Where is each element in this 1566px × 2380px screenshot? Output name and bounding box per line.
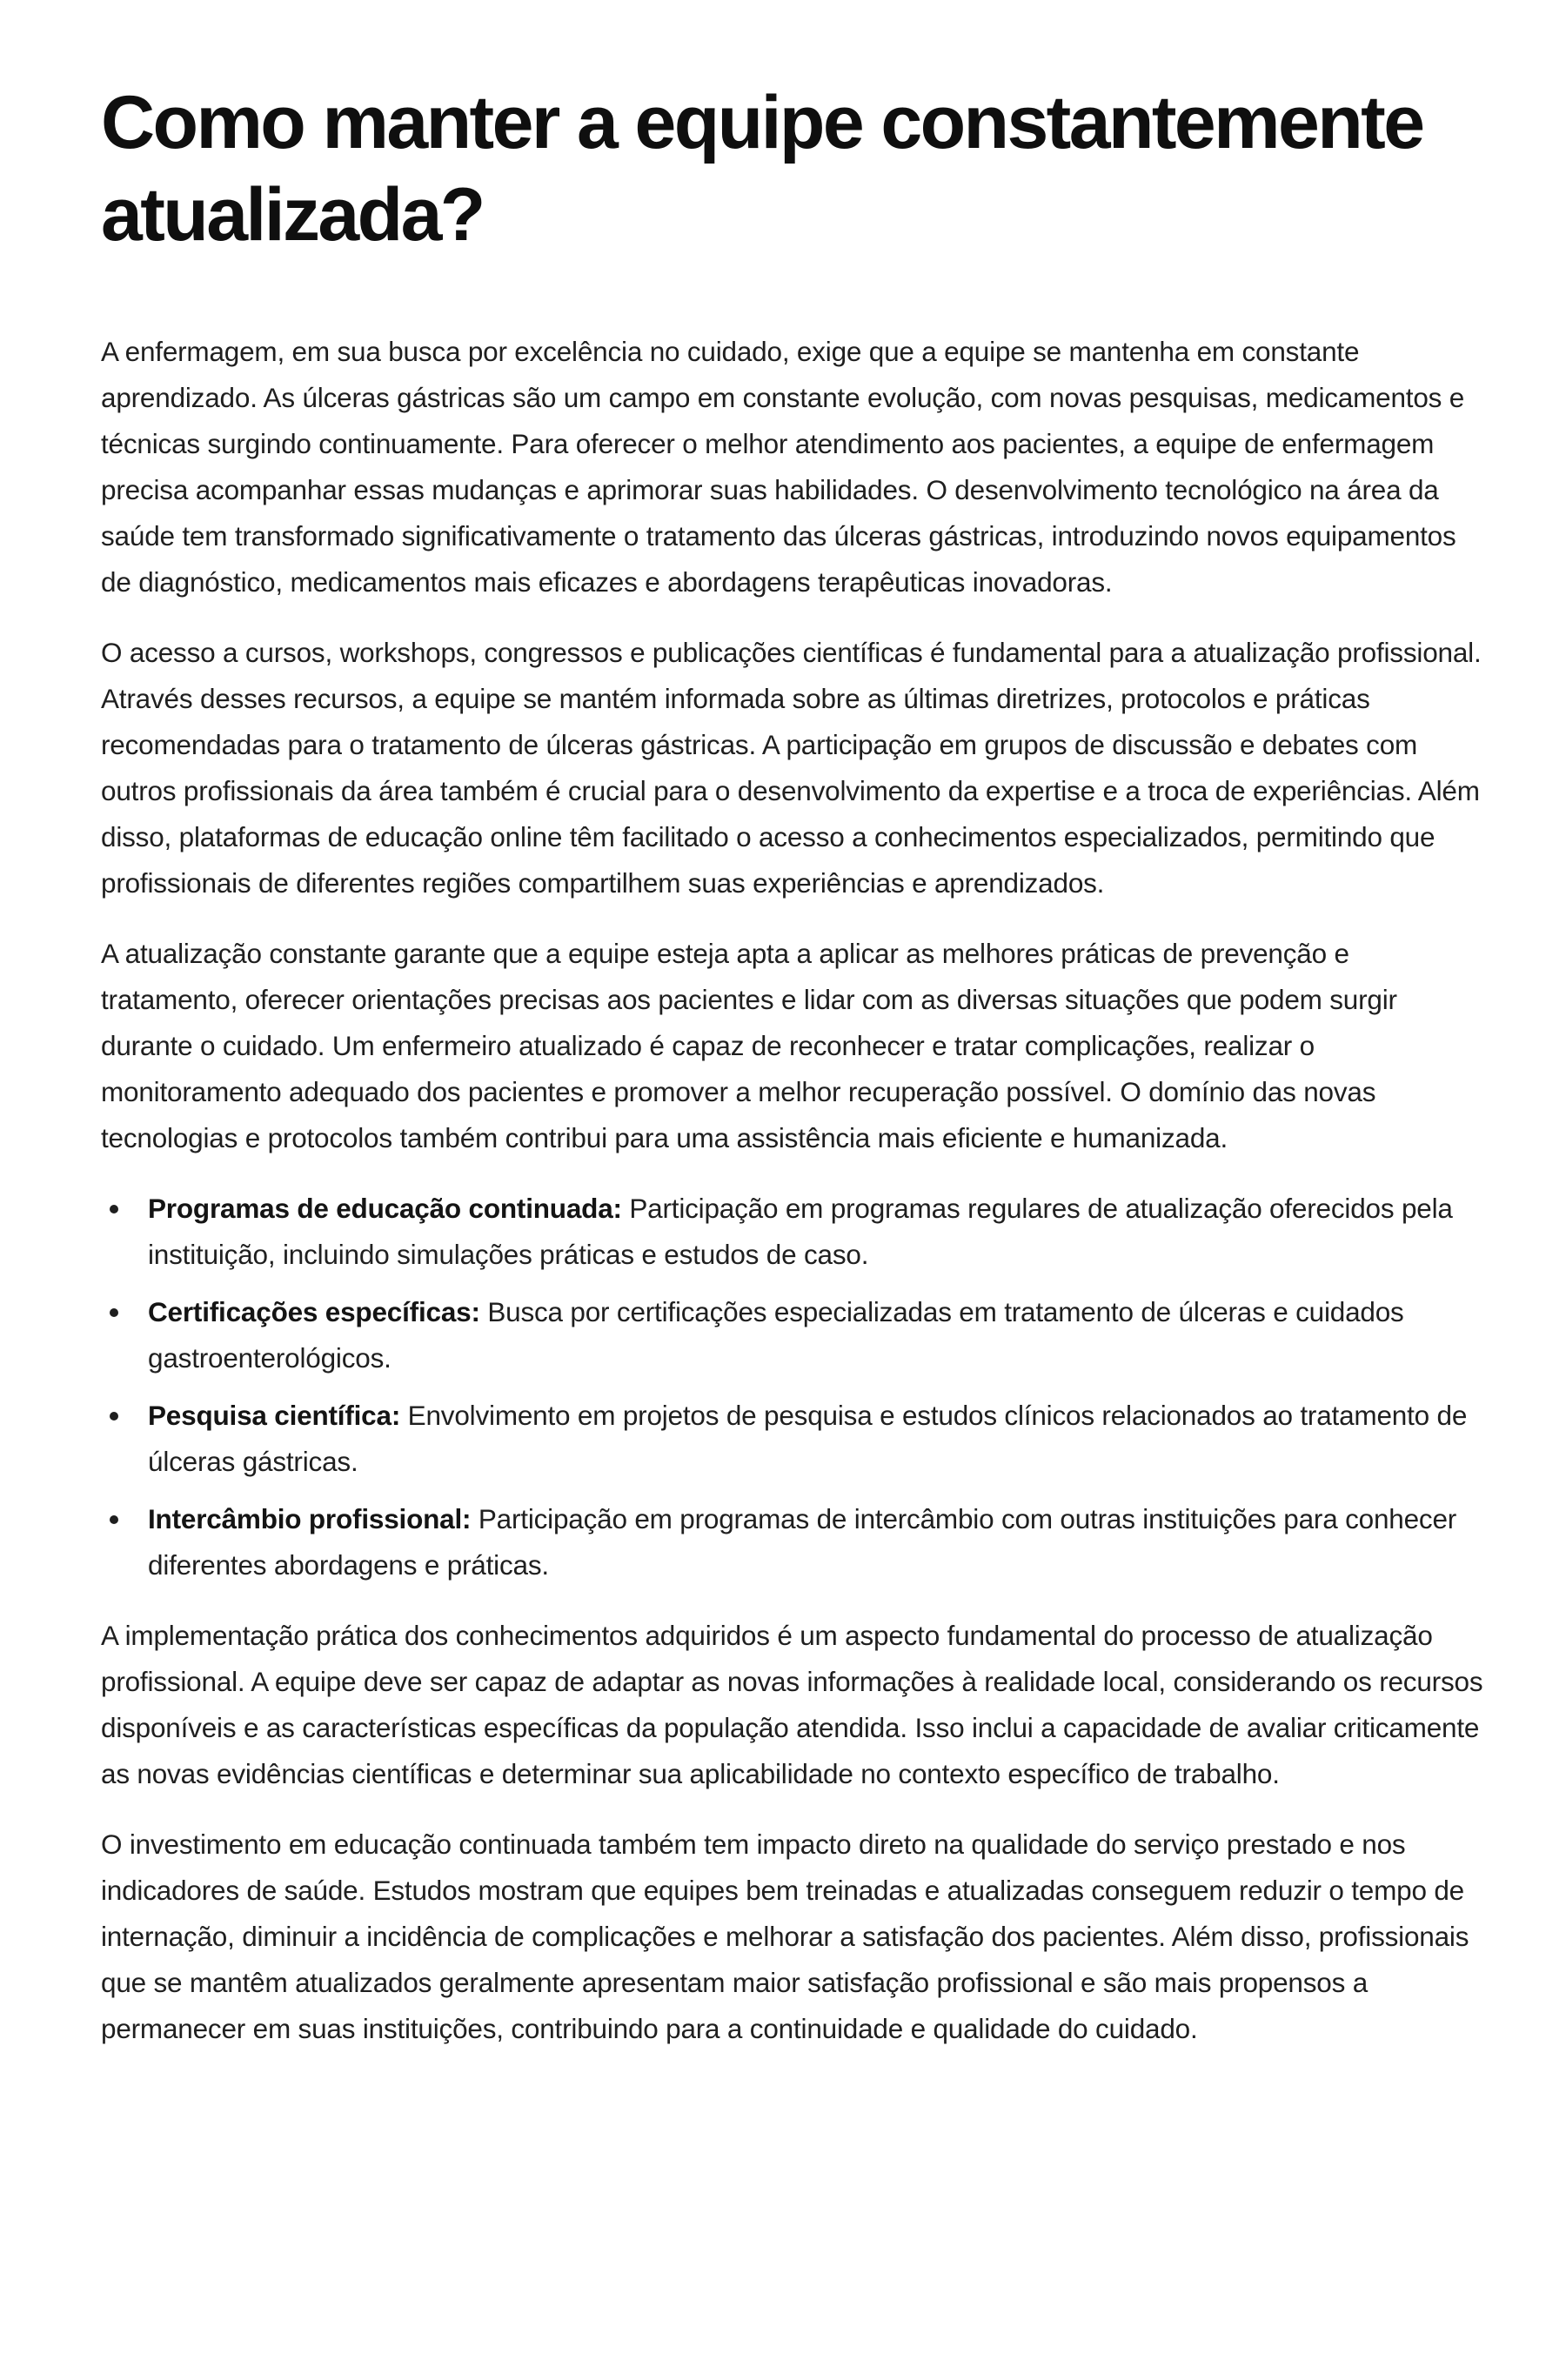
- list-item: [101, 1289, 1486, 1381]
- bullet-icon: [110, 1308, 118, 1317]
- list-item-text: Participação em programas de intercâmbio com outras instituições para conhecer diferentes abordagens e práticas.: [148, 1503, 1457, 1581]
- list-item-term: Intercâmbio profissional:: [148, 1503, 472, 1534]
- list-item-text: Participação em programas regulares de atualização oferecidos pela instituição, incluindo simulações práticas e estudos de caso.: [148, 1193, 1453, 1270]
- list-item: [101, 1393, 1486, 1485]
- list-item: [101, 1186, 1486, 1278]
- bullet-icon: [110, 1515, 118, 1524]
- bullet-icon: [110, 1205, 118, 1213]
- list-item-term: Programas de educação continuada:: [148, 1193, 622, 1224]
- list-item-text: Busca por certificações especializadas em tratamento de úlceras e cuidados gastroenterológicos.: [148, 1296, 1404, 1374]
- paragraph-intro-2: O acesso a cursos, workshops, congressos e publicações científicas é fundamental para a atualização profissional. Através desses recursos, a equipe se mantém informada sobre as últimas diretrizes, protocolos e práticas recomendadas para o tratamento de úlceras gástricas. A participação em grupos de discussão e debates com outros profissionais da área também é crucial para o desenvolvimento da expertise e a troca de experiências. Além disso, plataformas de educação online têm facilitado o acesso a conhecimentos especializados, permitindo que profissionais de diferentes regiões compartilhem suas experiências e aprendizados.: [101, 637, 1482, 899]
- paragraph-intro-3: A atualização constante garante que a equipe esteja apta a aplicar as melhores práticas de prevenção e tratamento, oferecer orientações precisas aos pacientes e lidar com as diversas situações que podem surgir durante o cuidado. Um enfermeiro atualizado é capaz de reconhecer e tratar complicações, realizar o monitoramento adequado dos pacientes e promover a melhor recuperação possível. O domínio das novas tecnologias e protocolos também contribui para uma assistência mais eficiente e humanizada.: [101, 938, 1397, 1153]
- list-item-term: Pesquisa científica:: [148, 1400, 401, 1431]
- update-methods-list: [101, 1186, 1486, 1588]
- document-page: [101, 77, 1486, 2076]
- paragraph-intro-1: A enfermagem, em sua busca por excelência no cuidado, exige que a equipe se mantenha em constante aprendizado. As úlceras gástricas são um campo em constante evolução, com novas pesquisas, medicamentos e técnicas surgindo continuamente. Para oferecer o melhor atendimento aos pacientes, a equipe de enfermagem precisa acompanhar essas mudanças e aprimorar suas habilidades. O desenvolvimento tecnológico na área da saúde tem transformado significativamente o tratamento das úlceras gástricas, introduzindo novos equipamentos de diagnóstico, medicamentos mais eficazes e abordagens terapêuticas inovadoras.: [101, 336, 1465, 598]
- paragraph-outro-2: O investimento em educação continuada também tem impacto direto na qualidade do serviço prestado e nos indicadores de saúde. Estudos mostram que equipes bem treinadas e atualizadas conseguem reduzir o tempo de internação, diminuir a incidência de complicações e melhorar a satisfação dos pacientes. Além disso, profissionais que se mantêm atualizados geralmente apresentam maior satisfação profissional e são mais propensos a permanecer em suas instituições, contribuindo para a continuidade e qualidade do cuidado.: [101, 1828, 1469, 2044]
- bullet-icon: [110, 1412, 118, 1421]
- list-item-text: Envolvimento em projetos de pesquisa e estudos clínicos relacionados ao tratamento de úlceras gástricas.: [148, 1400, 1468, 1477]
- list-item-term: Certificações específicas:: [148, 1296, 480, 1327]
- paragraph-outro-1: A implementação prática dos conhecimentos adquiridos é um aspecto fundamental do processo de atualização profissional. A equipe deve ser capaz de adaptar as novas informações à realidade local, considerando os recursos disponíveis e as características específicas da população atendida. Isso inclui a capacidade de avaliar criticamente as novas evidências científicas e determinar sua aplicabilidade no contexto específico de trabalho.: [101, 1620, 1483, 1789]
- page-title: Como manter a equipe constantemente atualizada?: [101, 81, 1423, 257]
- list-item: [101, 1496, 1486, 1588]
